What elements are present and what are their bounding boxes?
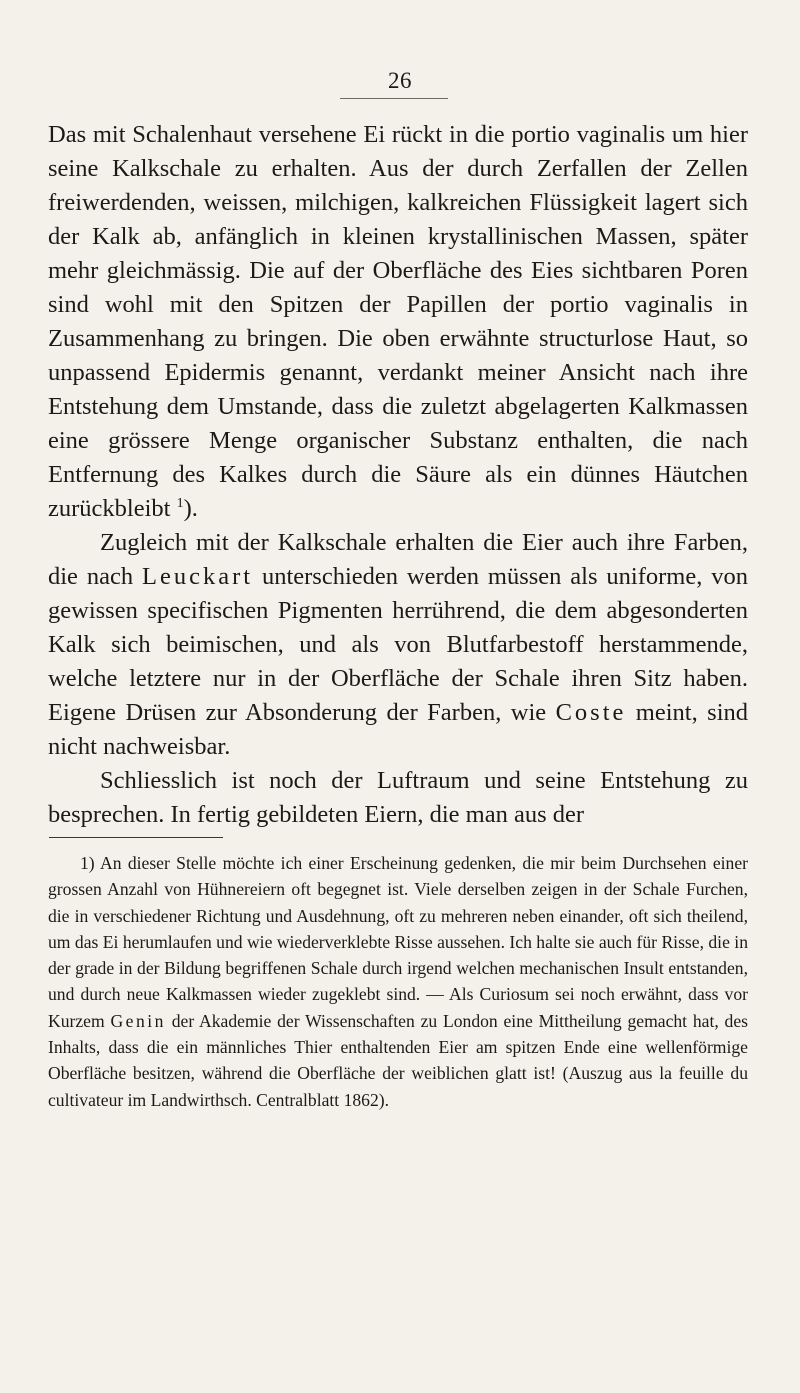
- footnote-section: [48, 850, 748, 1113]
- footnote-1: [48, 850, 748, 1113]
- paragraph-1-text-a: Das mit Schalenhaut versehene Ei rückt in die portio vaginalis um hier seine Kalkschale zu erhalten. Aus der durch Zerfallen der Zellen freiwerdenden, weissen, milchigen, kalkreichen Flüssigkeit lagert sich der Kalk ab, anfänglich in kleinen krystallinischen Massen, später mehr gleichmässig. Die auf der Oberfläche des Eies sichtbaren Poren sind wohl mit den Spitzen der Papillen der portio vaginalis in Zusammenhang zu bringen. Die oben erwähnte structurlose Haut, so unpassend Epidermis genannt, verdankt meiner Ansicht nach ihre Entstehung dem Umstande, dass die zuletzt abgelagerten Kalkmassen eine grössere Menge organischer Substanz enthalten, die nach Entfernung des Kalkes durch die Säure als ein dünnes Häutchen zurückbleibt: [48, 121, 748, 522]
- main-text: [48, 118, 748, 832]
- paragraph-3-text: Schliesslich ist noch der Luftraum und seine Entstehung zu besprechen. In fertig gebildeten Eiern, die man aus der: [48, 767, 748, 828]
- paragraph-1: [48, 118, 748, 526]
- footnote-1-text-b: der Akademie der Wissenschaften zu London eine Mittheilung gemacht hat, des Inhalts, dass die ein männliches Thier enthaltenden Eier am spitzen Ende eine wellenförmige Oberfläche besitzen, während die Oberfläche der weiblichen glatt ist! (Auszug aus la feuille du cultivateur im Landwirthsch. Centralblatt 1862).: [48, 1010, 748, 1110]
- page-number-rule: [340, 98, 448, 99]
- paragraph-2: [48, 526, 748, 764]
- footnote-marker: 1: [176, 495, 184, 511]
- paragraph-3: [48, 764, 748, 832]
- paragraph-2-text-c: meint, sind nicht nachweisbar.: [48, 699, 748, 760]
- paragraph-2-text-a: Zugleich mit der Kalkschale erhalten die Eier auch ihre Farben, die nach: [48, 529, 748, 590]
- paragraph-2-text-b: unterschieden werden müssen als uniforme, von gewissen specifischen Pigmenten herrührend, die dem abgesonderten Kalk sich beimischen, und als von Blutfarbestoff herstammende, welche letztere nur in der Oberfläche der Schale ihren Sitz haben. Eigene Drüsen zur Absonderung der Farben, wie: [48, 563, 748, 726]
- footnote-separator: [49, 837, 223, 838]
- footnote-1-text-a: 1) An dieser Stelle möchte ich einer Erscheinung gedenken, die mir beim Durchsehen einer grossen Anzahl von Hühnereiern oft begegnet ist. Viele derselben zeigen in der Schale Furchen, die in verschiedener Richtung und Ausdehnung, oft zu mehreren neben einander, oft sich theilend, um das Ei herumlaufen und wie wiederverklebte Risse aussehen. Ich halte sie auch für Risse, die in der grade in der Bildung begriffenen Schale durch irgend welchen mechanischen Insult entstanden, und durch neue Kalkmassen wieder zugeklebt sind. — Als Curiosum sei noch erwähnt, dass vor Kurzem: [48, 853, 748, 1031]
- author-name-genin: Genin: [110, 1010, 166, 1031]
- author-name-coste: Coste: [555, 699, 627, 726]
- author-name-leuckart: Leuckart: [141, 563, 254, 590]
- page-number: 26: [388, 68, 412, 93]
- paragraph-1-text-b: ).: [183, 495, 198, 522]
